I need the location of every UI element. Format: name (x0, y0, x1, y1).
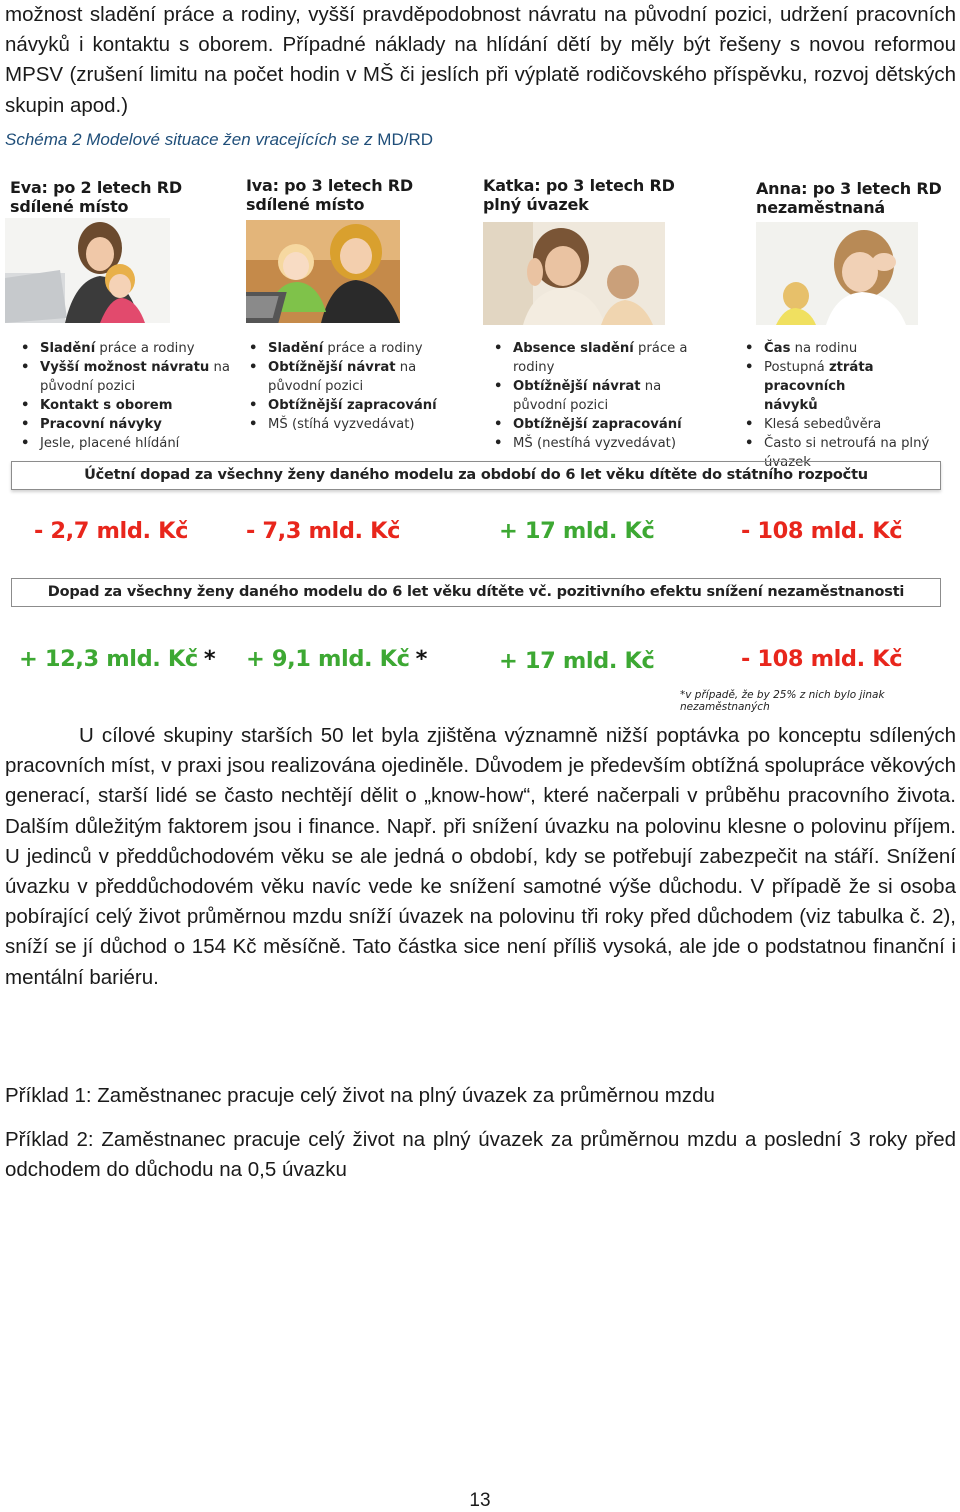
amount-anna-total: - 108 mld. Kč (741, 646, 903, 672)
list-item: • MŠ (nestíhá vyzvedávat) (494, 436, 676, 451)
example-1: Příklad 1: Zaměstnanec pracuje celý život na plný úvazek za průměrnou mzdu (5, 1084, 715, 1107)
amount-iva-total: + 9,1 mld. Kč * (246, 646, 427, 672)
list-item: • Sladění práce a rodiny (249, 341, 423, 356)
schema-footnote: *v případě, že by 25% z nich bylo jinak nezaměstnaných (680, 689, 885, 713)
body-paragraph: U cílové skupiny starších 50 let byla zjištěna významně nižší poptávka po konceptu sdílených pracovních míst, v praxi jsou realizována ojediněle. Důvodem je především obtížná spolupráce věkových generací, starší lidé se často nechtějí dělit o „know-how“, které načerpali v průběhu pracovního života. Dalším důležitým faktorem jsou i finance. Např. při snížení úvazku na polovinu klesne o polovinu příjem. U jedinců v předdůchodovém věku se ale jedná o období, kdy se potřebují zabezpečit na stáří. Snížení úvazku v předdůchodovém věku navíc vede ke snížení samotné výše důchodu. V případě že si osoba pobírající celý život průměrnou mzdu sníží úvazek na polovinu tři roky před důchodem (viz tabulka č. 2), sníží se jí důchod o 154 Kč měsíčně. Tato částka sice není příliš vysoká, ale jde o podstatnou finanční i mentální bariéru. (5, 724, 956, 989)
page-number: 13 (469, 1490, 491, 1511)
model-name-iva (246, 176, 413, 214)
list-item: • Sladění práce a rodiny (21, 341, 195, 356)
list-item: • Kontakt s oborem (21, 398, 173, 413)
impact-bar-budget: Účetní dopad za všechny ženy daného modelu za období do 6 let věku dítěte do státního rozpočtu (11, 461, 941, 490)
stressed-woman-phone-photo (483, 222, 665, 325)
caption-italic: Schéma 2 Modelové situace žen vracejících se z (5, 130, 378, 149)
model-name-katka (483, 176, 675, 214)
list-item-continuation: úvazek (764, 455, 811, 470)
bullets-eva (18, 339, 238, 453)
amount-anna-budget: - 108 mld. Kč (741, 518, 903, 544)
list-item: • Obtížnější návrat na (494, 379, 662, 394)
list-item: • Obtížnější zapracování (249, 398, 437, 413)
name-line1: Katka: po 3 letech RD (483, 176, 675, 195)
list-item: • Pracovní návyky (21, 417, 162, 432)
list-item-continuation: původní pozici (40, 379, 136, 394)
amount-eva-budget: - 2,7 mld. Kč (34, 518, 189, 544)
list-item-continuation: původní pozici (513, 398, 609, 413)
footnote-star: * (415, 646, 427, 672)
name-line1: Eva: po 2 letech RD (10, 178, 182, 197)
list-item: • MŠ (stíhá vyzvedávat) (249, 417, 415, 432)
mother-baby-phone-photo (246, 220, 400, 323)
list-item: • Jesle, placené hlídání (21, 436, 180, 451)
model-name-anna (756, 179, 942, 217)
amount-katka-budget: + 17 mld. Kč (499, 518, 655, 544)
list-item: • Obtížnější návrat na (249, 360, 417, 375)
name-line2: sdílené místo (246, 195, 365, 214)
list-item: • Vyšší možnost návratu na (21, 360, 230, 375)
name-line1: Anna: po 3 letech RD (756, 179, 942, 198)
list-item-continuation: návyků (764, 398, 818, 413)
name-line2: nezaměstnaná (756, 198, 886, 217)
list-item: • Klesá sebedůvěra (745, 417, 882, 432)
name-line2: plný úvazek (483, 195, 589, 214)
list-item: • Absence sladění práce a (494, 341, 688, 356)
amount-katka-total: + 17 mld. Kč (499, 648, 655, 674)
name-line1: Iva: po 3 letech RD (246, 176, 413, 195)
amount-iva-budget: - 7,3 mld. Kč (246, 518, 401, 544)
bullets-anna (742, 339, 957, 472)
list-item: • Často si netroufá na plný (745, 436, 930, 451)
footnote-star: * (203, 646, 216, 672)
schema-caption (5, 130, 433, 150)
list-item-continuation: původní pozici (268, 379, 364, 394)
list-item: • Čas na rodinu (745, 341, 858, 356)
intro-paragraph: možnost sladění práce a rodiny, vyšší pravděpodobnost návratu na původní pozici, udržení pracovních návyků i kontaktu s oborem. Případné náklady na hlídání dětí by měly být řešeny s novou reformou MPSV (zrušení limitu na počet hodin v MŠ či jeslích při výplatě rodičovského příspěvku, rozvoj dětských skupin apod.) (5, 3, 956, 117)
model-name-eva (10, 178, 182, 216)
amount-eva-total: + 12,3 mld. Kč * (19, 646, 216, 672)
mother-child-laptop-photo (5, 218, 170, 323)
bullets-katka (491, 339, 731, 453)
worried-woman-child-photo (756, 222, 918, 325)
example-2: Příklad 2: Zaměstnanec pracuje celý život na plný úvazek za průměrnou mzdu a poslední 3 roky před odchodem do důchodu na 0,5 úvazku (5, 1128, 956, 1182)
bullets-iva (246, 339, 476, 434)
list-item-continuation: rodiny (513, 360, 555, 375)
list-item: • Postupná ztráta pracovních (745, 360, 874, 394)
impact-bar-total: Dopad za všechny ženy daného modelu do 6 let věku dítěte vč. pozitivního efektu snížení nezaměstnanosti (11, 578, 941, 607)
list-item: • Obtížnější zapracování (494, 417, 682, 432)
caption-upright: MD/RD (377, 130, 434, 149)
name-line2: sdílené místo (10, 197, 129, 216)
